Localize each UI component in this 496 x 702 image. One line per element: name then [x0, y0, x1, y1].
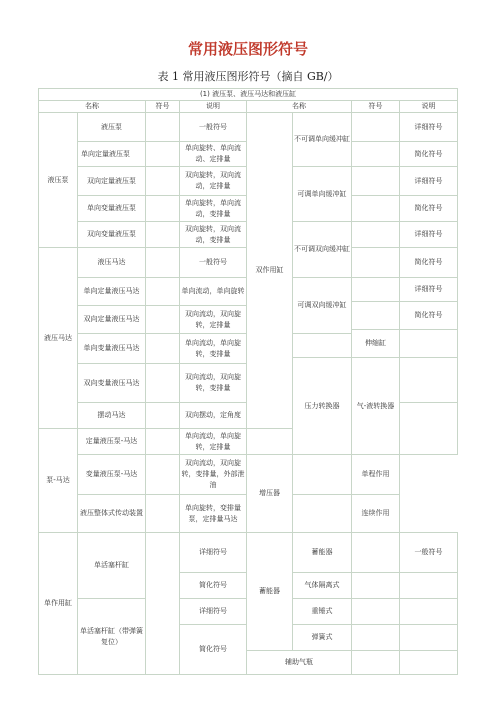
- row-desc: 简化符号: [400, 302, 458, 330]
- group-label-motor: 液压马达: [39, 248, 78, 429]
- row-name: 气-液转换器: [352, 358, 400, 455]
- row-name: 蓄能器: [293, 533, 352, 573]
- group-label-pump-motor: 泵-马达: [39, 429, 78, 533]
- symbol-cell: [146, 429, 180, 455]
- row-name: 弹簧式: [293, 625, 352, 651]
- row-desc: 详细符号: [400, 167, 458, 196]
- row-desc: [400, 599, 458, 625]
- row-name: 摆动马达: [78, 403, 146, 429]
- symbol-cell: [146, 248, 180, 278]
- row-desc: 单向旋转，单向流动，变排量: [180, 196, 247, 222]
- row-desc: 双向流动，双向旋转，变排量: [180, 364, 247, 403]
- symbol-cell: [146, 113, 180, 142]
- row-name: 单向变量液压泵: [78, 196, 146, 222]
- symbol-cell: [146, 167, 180, 196]
- row-name: 增压器: [247, 455, 293, 533]
- row-name: 液压马达: [78, 248, 146, 278]
- row-desc: 双向旋转，双向流动，定排量: [180, 167, 247, 196]
- symbol-cell: [352, 142, 400, 167]
- row-desc: 一般符号: [180, 248, 247, 278]
- row-desc: 详细符号: [400, 278, 458, 302]
- table-row: [39, 533, 458, 573]
- symbol-cell: [352, 222, 400, 248]
- row-name: 单向定量液压马达: [78, 278, 146, 306]
- symbol-cell: [293, 455, 352, 495]
- row-name: 单向变量液压马达: [78, 334, 146, 364]
- group-label-accumulator: 蓄能器: [247, 533, 293, 651]
- row-desc: 双向旋转，双向流动，变排量: [180, 222, 247, 248]
- symbol-cell: [146, 455, 180, 495]
- header-desc-left: 说明: [180, 101, 247, 113]
- symbol-cell: [146, 334, 180, 364]
- section-row: [39, 89, 458, 101]
- row-desc: 简化符号: [400, 248, 458, 278]
- row-desc: 简化符号: [400, 142, 458, 167]
- row-desc: 单向流动，单向旋转: [180, 278, 247, 306]
- symbol-table: [38, 88, 458, 675]
- symbol-cell: [146, 533, 180, 675]
- row-desc: [400, 651, 458, 675]
- symbol-cell: [146, 495, 180, 533]
- group-label-single-acting: 单作用缸: [39, 533, 78, 675]
- symbol-cell: [146, 403, 180, 429]
- symbol-cell: [146, 222, 180, 248]
- header-name-left: 名称: [39, 101, 146, 113]
- symbol-cell: [352, 196, 400, 222]
- row-desc: 简化符号: [400, 196, 458, 222]
- symbol-cell: [352, 167, 400, 196]
- row-name: 单活塞杆缸: [78, 533, 146, 599]
- symbol-cell: [146, 364, 180, 403]
- row-desc: 双向流动，双向旋转，变排量，外部泄油: [180, 455, 247, 495]
- table-row: [39, 455, 458, 495]
- page-title: 常用液压图形符号: [187, 40, 308, 58]
- row-desc: 连续作用: [352, 495, 400, 533]
- symbol-cell: [400, 403, 458, 455]
- header-row: [39, 101, 458, 113]
- row-name: 不可调双向缓冲缸: [293, 222, 352, 278]
- row-name: 可调双向缓冲缸: [293, 278, 352, 334]
- row-name: 液压泵: [78, 113, 146, 142]
- symbol-cell: [352, 302, 400, 330]
- table-row: [39, 113, 458, 137]
- row-desc: 简化符号: [180, 573, 247, 599]
- row-desc: 详细符号: [400, 222, 458, 248]
- row-name: 单向定量液压泵: [78, 142, 146, 167]
- symbol-cell: [352, 625, 400, 651]
- row-name: 伸缩缸: [352, 330, 400, 358]
- table-caption: 表 1 常用液压图形符号（摘自 GB/）: [157, 70, 339, 83]
- row-desc: 单向旋转、单向流动、定排量: [180, 142, 247, 167]
- row-desc: 简化符号: [180, 625, 247, 675]
- group-label-double-acting: 双作用缸: [247, 113, 293, 429]
- row-name: 辅助气瓶: [247, 651, 352, 675]
- row-desc: 一般符号: [400, 533, 458, 573]
- row-desc: 单向流动，单向旋转，定排量: [180, 429, 247, 455]
- symbol-cell: [352, 113, 400, 142]
- symbol-cell: [293, 495, 352, 533]
- symbol-cell: [352, 248, 400, 278]
- row-desc: 详细符号: [180, 533, 247, 573]
- row-desc: [400, 573, 458, 599]
- row-name: 双向变量液压马达: [78, 364, 146, 403]
- row-name: 双向变量液压泵: [78, 222, 146, 248]
- row-desc: 详细符号: [400, 113, 458, 142]
- row-desc: 一般符号: [180, 113, 247, 142]
- row-desc: 双向摆动，定角度: [180, 403, 247, 429]
- row-name: 重锤式: [293, 599, 352, 625]
- row-name: 液压整体式传动装置: [78, 495, 146, 533]
- symbol-cell: [352, 278, 400, 302]
- row-name: 可调单向缓冲缸: [293, 167, 352, 222]
- symbol-cell: [400, 330, 458, 358]
- header-symbol-right: 符号: [352, 101, 400, 113]
- symbol-cell: [146, 306, 180, 334]
- symbol-cell: [400, 358, 458, 403]
- row-name: 定量液压泵-马达: [78, 429, 146, 455]
- row-name: 变量液压泵-马达: [78, 455, 146, 495]
- row-desc: 详细符号: [180, 599, 247, 625]
- symbol-cell: [146, 142, 180, 167]
- group-label-pump: 液压泵: [39, 113, 78, 248]
- row-name: 单活塞杆缸（带弹簧复位）: [78, 599, 146, 675]
- row-desc: 单程作用: [352, 455, 400, 495]
- row-desc: [400, 625, 458, 651]
- row-name: 双向定量液压马达: [78, 306, 146, 334]
- symbol-cell: [352, 533, 400, 573]
- symbol-cell: [146, 196, 180, 222]
- section-title: (1) 液压泵、液压马达和液压缸: [39, 89, 458, 101]
- row-desc: 单向旋转，变排量泵，定排量马达: [180, 495, 247, 533]
- header-desc-right: 说明: [400, 101, 458, 113]
- group-label-converter: 压力转换器: [293, 358, 352, 455]
- symbol-cell: [146, 278, 180, 306]
- header-symbol-left: 符号: [146, 101, 180, 113]
- row-desc: 单向流动，单向旋转，变排量: [180, 334, 247, 364]
- row-name: 气体隔离式: [293, 573, 352, 599]
- symbol-cell: [352, 599, 400, 625]
- row-desc: 双向流动，双向旋转，定排量: [180, 306, 247, 334]
- symbol-cell: [352, 651, 400, 675]
- symbol-cell: [352, 573, 400, 599]
- row-name: 不可调单向缓冲缸: [293, 113, 352, 167]
- header-name-right: 名称: [247, 101, 352, 113]
- row-name: 双向定量液压泵: [78, 167, 146, 196]
